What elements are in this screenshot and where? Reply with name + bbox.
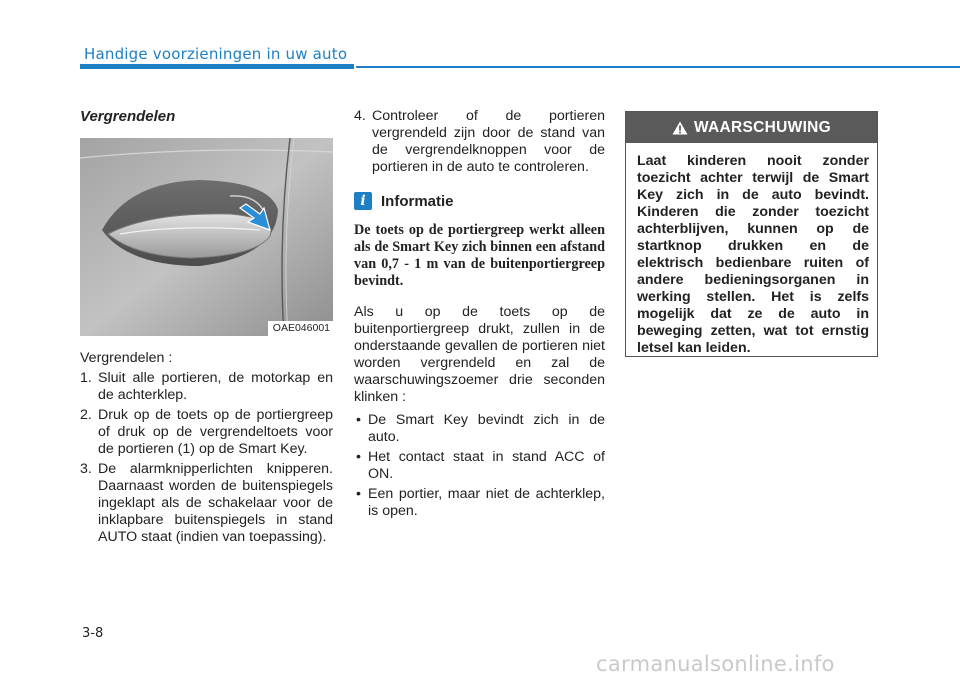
- step-text: De alarmknipperlichten knipperen. Daarnaast worden de buitenspiegels ingeklapt als de schakelaar voor de inklapbare buitenspiegels in stand AUTO staat (indien van toepassing).: [98, 461, 333, 545]
- step-text: Controleer of de portieren vergrendeld zijn door de stand van de vergrendelknoppen voor de portieren in de auto te controleren.: [372, 108, 605, 175]
- warning-body: Laat kinderen nooit zonder toezicht achter terwijl de Smart Key zich in de auto bevindt. Kinderen die zonder toezicht achterblijven, kunnen op de startknop drukken en de elektrisch bedienbare ruiten of andere bedieningsorganen in werking stellen. Het is zelfs mogelijk dat ze de auto in beweging zetten, wat tot ernstig letsel kan leiden.: [637, 153, 869, 356]
- paragraph: Als u op de toets op de buitenportiergreep drukt, zullen in de onderstaande gevallen de portieren niet worden vergrendeld en zal de waarschuwingszoemer drie seconden klinken :: [354, 304, 605, 405]
- list-item: [80, 461, 333, 546]
- page-number: 3-8: [82, 626, 104, 641]
- figure-code: OAE046001: [268, 321, 333, 336]
- list-item: [80, 407, 333, 458]
- header-rule-thick: [80, 64, 354, 69]
- section-heading: Vergrendelen: [80, 108, 176, 125]
- list-item: [354, 108, 605, 176]
- left-column: [80, 108, 333, 549]
- middle-column: [354, 108, 605, 523]
- step-number: 2.: [80, 407, 92, 423]
- info-icon: i: [354, 192, 372, 210]
- door-handle-figure: [80, 138, 333, 336]
- watermark: carmanualsonline.info: [596, 652, 835, 676]
- lock-steps-list: [80, 370, 333, 546]
- list-item: • Het contact staat in stand ACC of ON.: [354, 449, 605, 483]
- warning-box: [625, 111, 878, 357]
- warning-triangle-icon: [672, 121, 688, 135]
- conditions-list: [354, 412, 605, 520]
- info-label: Informatie: [381, 192, 454, 210]
- info-body: De toets op de portiergreep werkt alleen als de Smart Key zich binnen een afstand van 0,7 - 1 m van de buitenportiergreep bevindt.: [354, 222, 605, 289]
- lock-steps-list-continued: [354, 108, 605, 176]
- list-item: • De Smart Key bevindt zich in de auto.: [354, 412, 605, 446]
- step-number: 3.: [80, 461, 92, 477]
- page-header-title: Handige voorzieningen in uw auto: [84, 45, 348, 63]
- step-number: 4.: [354, 108, 366, 124]
- list-item: [80, 370, 333, 404]
- intro-text: Vergrendelen :: [80, 350, 173, 366]
- list-item: • Een portier, maar niet de achterklep, is open.: [354, 486, 605, 520]
- header-rule-thin: [356, 66, 960, 68]
- step-number: 1.: [80, 370, 92, 386]
- step-text: Druk op de toets op de portiergreep of druk op de vergrendeltoets voor de portieren (1) op de Smart Key.: [98, 407, 333, 457]
- step-text: Sluit alle portieren, de motorkap en de achterklep.: [98, 370, 333, 403]
- info-title: [354, 190, 605, 212]
- warning-title: WAARSCHUWING: [693, 118, 832, 136]
- door-handle-illustration: [80, 138, 333, 336]
- warning-header: [626, 112, 877, 143]
